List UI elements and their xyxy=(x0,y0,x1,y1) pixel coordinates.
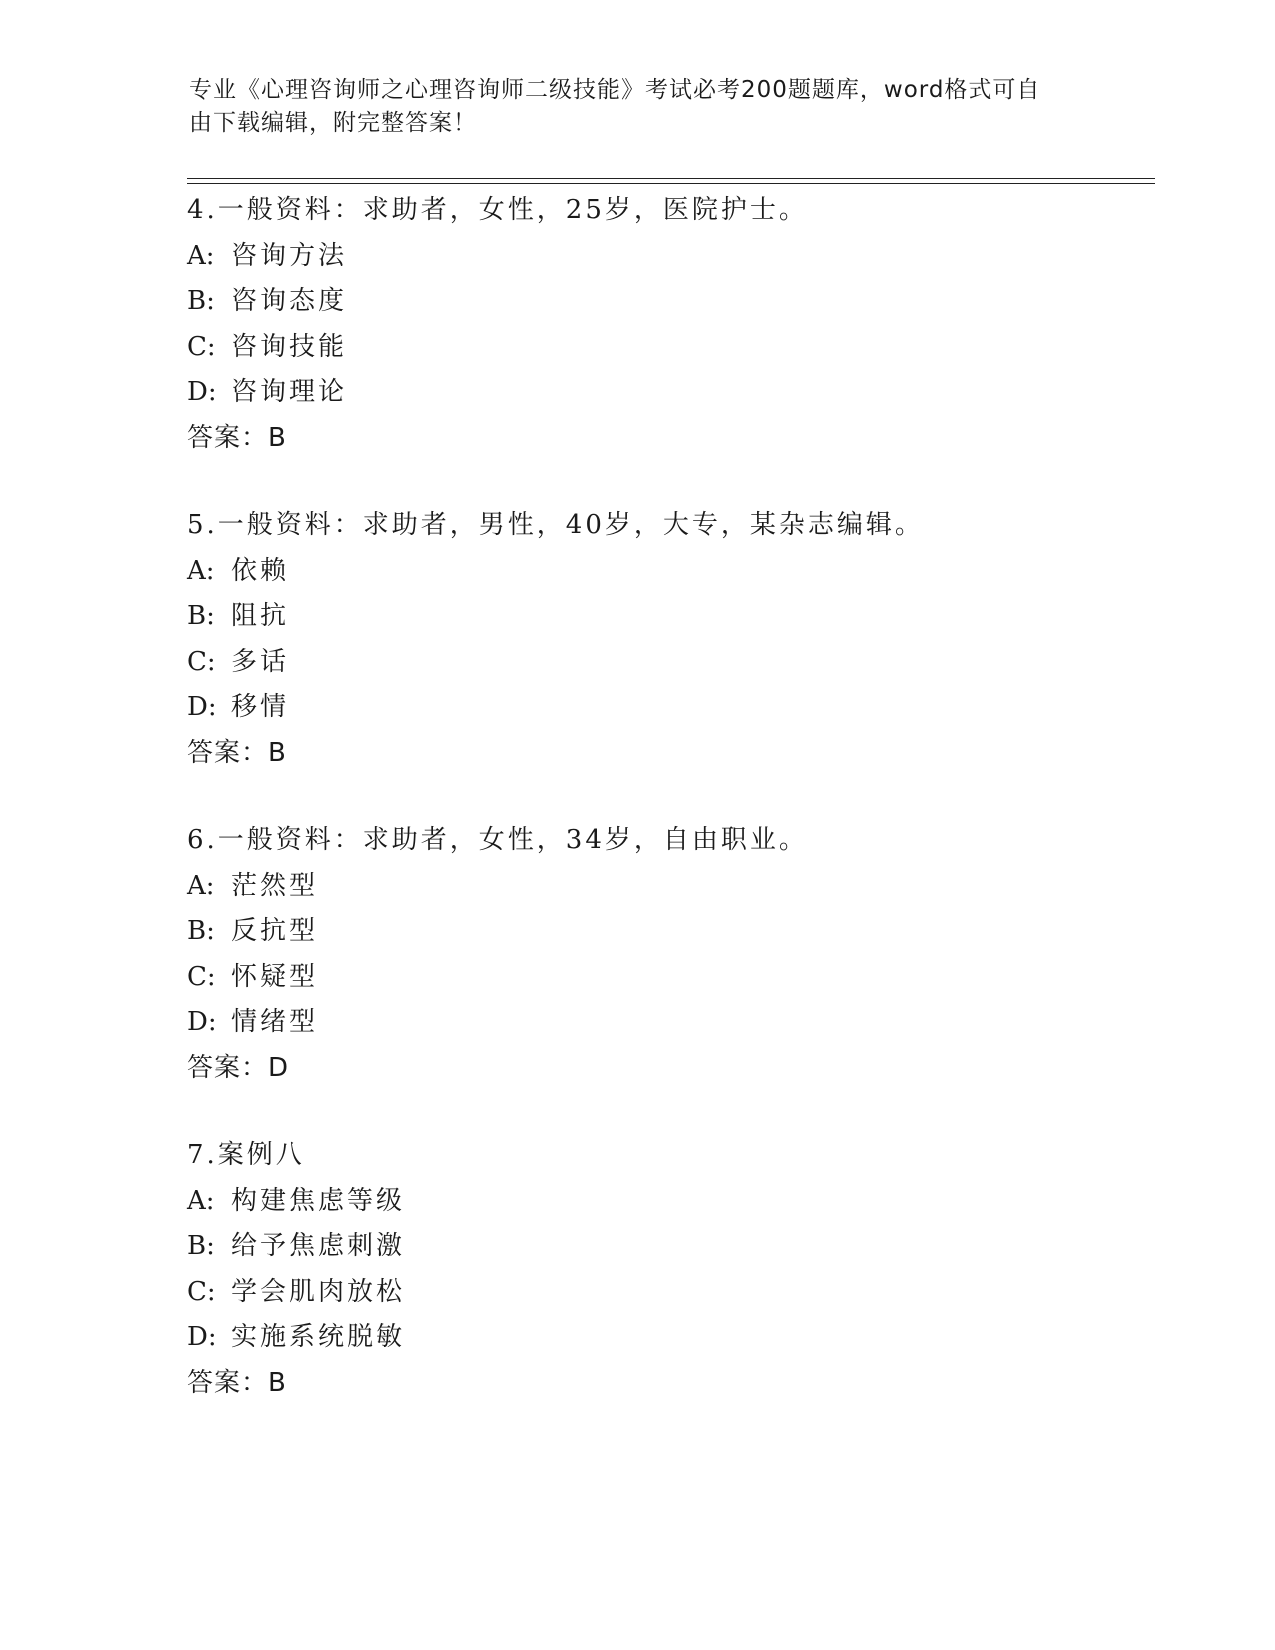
option-text: 咨询方法 xyxy=(231,240,348,271)
option-text: 咨询技能 xyxy=(231,331,348,362)
header-divider-bottom xyxy=(187,183,1155,184)
option-a xyxy=(187,1179,1147,1225)
option-a xyxy=(187,864,1147,910)
header-divider-top xyxy=(187,178,1155,179)
option-letter: C: xyxy=(187,961,216,992)
option-text: 多话 xyxy=(231,646,290,677)
option-text: 咨询态度 xyxy=(231,286,348,316)
header-line-1: 专业《心理咨询师之心理咨询师二级技能》考试必考200题题库，word格式可自 xyxy=(189,77,1041,103)
option-c xyxy=(187,325,1147,371)
option-c xyxy=(187,955,1147,1001)
question-stem: 6.一般资料：求助者，女性，34岁，自由职业。 xyxy=(187,825,808,855)
option-letter: A: xyxy=(187,555,215,586)
answer-line: 答案：D xyxy=(187,1052,290,1083)
option-letter: C: xyxy=(187,646,216,677)
option-text: 咨询理论 xyxy=(231,377,348,407)
header-line-2: 由下载编辑，附完整答案！ xyxy=(189,110,477,136)
option-text: 给予焦虑刺激 xyxy=(231,1231,406,1261)
option-letter: B: xyxy=(187,286,215,316)
question-item-4 xyxy=(187,188,1147,461)
option-letter: D: xyxy=(187,692,217,722)
option-text: 阻抗 xyxy=(231,601,290,631)
option-b xyxy=(187,594,1147,640)
option-d xyxy=(187,1000,1147,1046)
option-c xyxy=(187,1270,1147,1316)
option-text: 学会肌肉放松 xyxy=(231,1276,406,1307)
option-text: 反抗型 xyxy=(231,916,319,946)
option-b xyxy=(187,279,1147,325)
option-text: 实施系统脱敏 xyxy=(231,1322,406,1352)
option-letter: B: xyxy=(187,1231,215,1261)
option-letter: B: xyxy=(187,916,215,946)
document-header xyxy=(189,74,1089,140)
option-d xyxy=(187,370,1147,416)
question-item-6 xyxy=(187,818,1147,1091)
option-letter: D: xyxy=(187,1322,217,1352)
answer-line: 答案：B xyxy=(187,1367,287,1398)
option-letter: D: xyxy=(187,1007,217,1037)
option-d xyxy=(187,685,1147,731)
option-d xyxy=(187,1315,1147,1361)
option-text: 情绪型 xyxy=(231,1007,319,1037)
option-b xyxy=(187,1224,1147,1270)
option-letter: C: xyxy=(187,1276,216,1307)
option-text: 怀疑型 xyxy=(231,961,319,992)
option-letter: D: xyxy=(187,377,217,407)
option-b xyxy=(187,909,1147,955)
answer-line: 答案：B xyxy=(187,422,287,453)
option-letter: B: xyxy=(187,601,215,631)
question-list xyxy=(187,188,1147,1448)
option-letter: A: xyxy=(187,1185,215,1216)
question-stem: 7.案例八 xyxy=(187,1140,305,1170)
option-text: 构建焦虑等级 xyxy=(231,1185,406,1216)
option-letter: A: xyxy=(187,870,215,901)
answer-line: 答案：B xyxy=(187,737,287,768)
option-a xyxy=(187,549,1147,595)
option-letter: C: xyxy=(187,331,216,362)
question-stem: 4.一般资料：求助者，女性，25岁，医院护士。 xyxy=(187,195,808,225)
question-stem: 5.一般资料：求助者，男性，40岁，大专，某杂志编辑。 xyxy=(187,510,924,540)
question-item-7 xyxy=(187,1133,1147,1406)
option-text: 依赖 xyxy=(231,555,290,586)
option-text: 茫然型 xyxy=(231,870,319,901)
option-c xyxy=(187,640,1147,686)
option-letter: A: xyxy=(187,240,215,271)
option-a xyxy=(187,234,1147,280)
option-text: 移情 xyxy=(231,692,290,722)
question-item-5 xyxy=(187,503,1147,776)
